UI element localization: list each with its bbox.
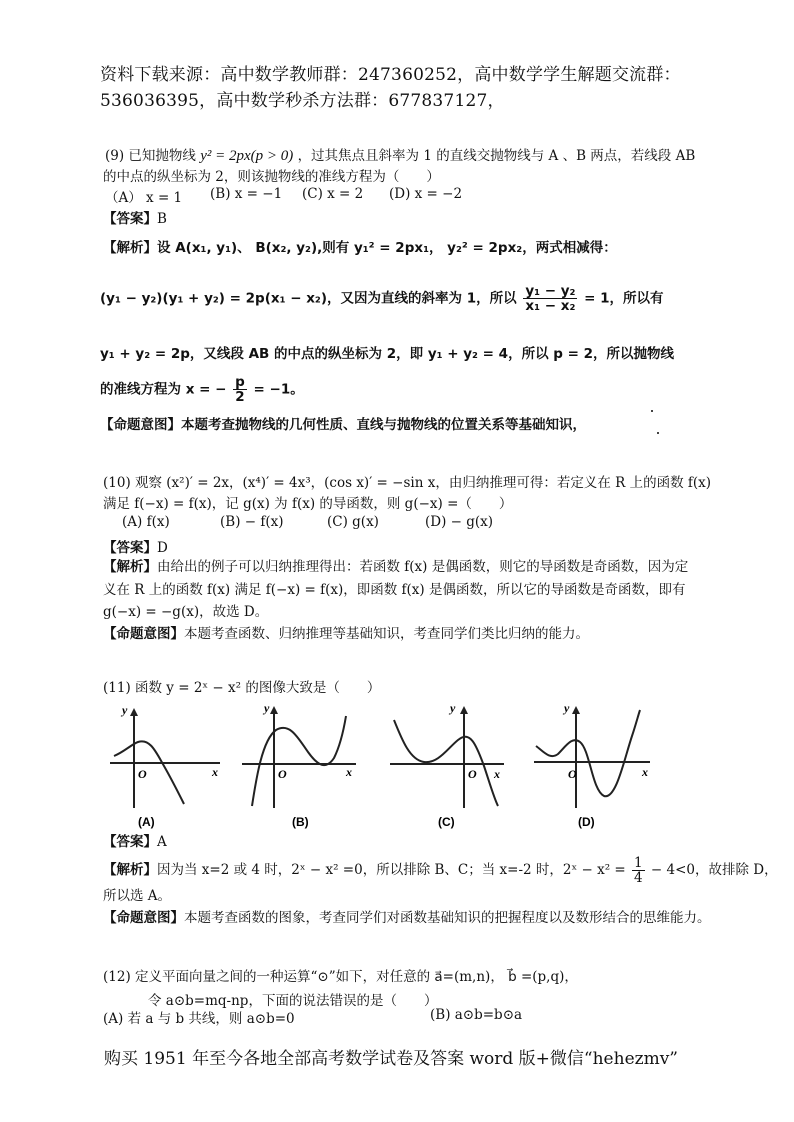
q10-stem-line-2: 满足 f(−x) = f(x)，记 g(x) 为 f(x) 的导函数，则 g(−x) =（ ） bbox=[103, 496, 513, 512]
q9-analysis-line-2 bbox=[100, 284, 664, 313]
header-line-2: 536036395，高中数学秒杀方法群：677837127， bbox=[100, 91, 505, 111]
graph-d-x-label: x bbox=[642, 765, 648, 779]
q9-option-d: (D) x = −2 bbox=[389, 186, 463, 202]
q9-analysis-text-2a: (y₁ − y₂)(y₁ + y₂) = 2p(x₁ − x₂)，又因为直线的斜率为 1，所以 bbox=[100, 290, 517, 307]
q10-option-a: (A) f(x) bbox=[122, 514, 170, 530]
q12-option-b: (B) a⊙b=b⊙a bbox=[430, 1007, 523, 1023]
graph-d-caption: (D) bbox=[578, 815, 595, 829]
q11-graph-c bbox=[388, 700, 510, 830]
graph-d-y-label: y bbox=[564, 701, 570, 715]
graph-c-y-arrow bbox=[460, 706, 468, 714]
q10-option-b: (B) − f(x) bbox=[220, 514, 284, 530]
q9-analysis-text-4b: = −1。 bbox=[253, 381, 304, 398]
q10-intent bbox=[103, 622, 589, 642]
q10-analysis-line-3: g(−x) = −g(x)，故选 D。 bbox=[103, 604, 269, 620]
q9-analysis-line-4 bbox=[100, 375, 304, 404]
q9-directrix-fraction bbox=[233, 375, 247, 404]
footer-ad: 购买 1951 年至今各地全部高考数学试卷及答案 word 版+微信“hehezmv” bbox=[104, 1049, 678, 1069]
q9-stem-line-1 bbox=[105, 144, 695, 165]
q11-graph-a bbox=[108, 700, 230, 830]
q11-graph-d bbox=[532, 700, 654, 830]
q10-analysis-line-2: 义在 R 上的函数 f(x) 满足 f(−x) = f(x)，即函数 f(x) 是偶函数，所以它的导函数是奇函数，即有 bbox=[103, 582, 686, 598]
graph-d-curve bbox=[536, 710, 640, 796]
q11-quarter-fraction bbox=[632, 856, 645, 885]
q9-stem-b: ，过其焦点且斜率为 1 的直线交抛物线与 A 、B 两点，若线段 AB bbox=[297, 148, 696, 164]
q9-option-b: (B) x = −1 bbox=[210, 186, 283, 202]
q10-stem-line-1: (10) 观察 (x²)′ = 2x，(x⁴)′ = 4x³，(cos x)′ = −sin x，由归纳推理可得：若定义在 R 上的函数 f(x) bbox=[103, 475, 712, 491]
graph-c-y-label: y bbox=[450, 701, 456, 715]
graph-c-x-label: x bbox=[494, 767, 500, 781]
graph-b-y-arrow bbox=[270, 706, 278, 714]
q10-option-c: (C) g(x) bbox=[327, 514, 379, 530]
graph-b-curve bbox=[252, 716, 346, 806]
q9-option-c: (C) x = 2 bbox=[302, 186, 364, 202]
q9-answer-value: B bbox=[157, 211, 167, 227]
q9-answer-label: 【答案】 bbox=[103, 211, 157, 227]
q9-equation: y² = 2px(p > 0) bbox=[200, 148, 294, 164]
q11-quarter-denominator: 4 bbox=[634, 870, 643, 887]
graph-a-curve bbox=[114, 741, 184, 804]
q11-analysis-text-1a: 因为当 x=2 或 4 时，2ˣ − x² =0，所以排除 B、C；当 x=-2 时，2ˣ − x² = bbox=[157, 862, 626, 879]
graph-a-origin: O bbox=[138, 767, 147, 781]
q10-answer-value: D bbox=[157, 540, 168, 556]
header-line-1: 资料下载来源：高中数学教师群：247360252，高中数学学生解题交流群： bbox=[100, 65, 681, 85]
q10-analysis-label: 【解析】 bbox=[103, 559, 157, 575]
graph-b-x-label: x bbox=[346, 765, 352, 779]
graph-a-x-label: x bbox=[212, 765, 218, 779]
q11-analysis-text-1b: − 4<0，故排除 D， bbox=[650, 862, 778, 879]
q9-stem-line-2: 的中点的纵坐标为 2，则该抛物线的准线方程为（ ） bbox=[103, 169, 440, 185]
q12-stem-line-1: (12) 定义平面向量之间的一种运算“⊙”如下，对任意的 a⃗=(m,n)， b⃗ =(p,q)， bbox=[103, 969, 578, 985]
q11-intent-text: 本题考查函数的图象，考查同学们对函数基础知识的把握程度以及数形结合的思维能力。 bbox=[184, 910, 711, 926]
graph-a-caption: (A) bbox=[138, 815, 155, 829]
q9-number: (9) bbox=[105, 148, 125, 164]
graph-d-y-arrow bbox=[572, 706, 580, 714]
q9-slope-denominator: x₁ − x₂ bbox=[525, 298, 576, 315]
q10-analysis-text-1: 由给出的例子可以归纳推理得出：若函数 f(x) 是偶函数，则它的导函数是奇函数，因为定 bbox=[157, 559, 689, 575]
q9-stem-a: 已知抛物线 bbox=[128, 148, 196, 164]
q11-quarter-numerator: 1 bbox=[634, 855, 643, 871]
q9-directrix-denominator: 2 bbox=[235, 389, 245, 406]
graph-c-caption: (C) bbox=[438, 815, 455, 829]
graph-a-y-arrow bbox=[130, 708, 138, 716]
q11-answer bbox=[103, 830, 167, 850]
speck-mark bbox=[651, 410, 653, 412]
q9-directrix-numerator: p bbox=[235, 374, 245, 390]
q11-graph-b bbox=[238, 700, 360, 830]
graph-b-y-label: y bbox=[264, 701, 270, 715]
q12-option-a: (A) 若 a 与 b 共线，则 a⊙b=0 bbox=[103, 1011, 295, 1027]
q9-intent-label: 【命题意图】 bbox=[100, 417, 181, 433]
q9-analysis-line-1 bbox=[103, 236, 617, 256]
q11-analysis-line-2: 所以选 A。 bbox=[103, 888, 172, 904]
q11-intent bbox=[103, 906, 711, 926]
graph-b-caption: (B) bbox=[292, 815, 309, 829]
q9-analysis-text-4a: 的准线方程为 x = − bbox=[100, 381, 227, 398]
graph-b-origin: O bbox=[278, 767, 287, 781]
q11-stem: (11) 函数 y = 2ˣ − x² 的图像大致是（ ） bbox=[103, 680, 381, 696]
q10-option-d: (D) − g(x) bbox=[425, 514, 494, 530]
q10-intent-text: 本题考查函数、归纳推理等基础知识，考查同学们类比归纳的能力。 bbox=[184, 626, 589, 642]
q10-answer-label: 【答案】 bbox=[103, 540, 157, 556]
q11-analysis-label: 【解析】 bbox=[103, 862, 157, 879]
graph-c-origin: O bbox=[468, 767, 477, 781]
q9-intent bbox=[100, 413, 586, 433]
q9-slope-fraction bbox=[523, 284, 577, 313]
q9-analysis-label: 【解析】 bbox=[103, 240, 157, 256]
q9-intent-text: 本题考查抛物线的几何性质、直线与抛物线的位置关系等基础知识， bbox=[181, 417, 586, 433]
q11-analysis-line-1 bbox=[103, 856, 778, 885]
q11-answer-label: 【答案】 bbox=[103, 834, 157, 850]
graph-d-origin: O bbox=[568, 767, 577, 781]
q9-option-a: （A） x = 1 bbox=[105, 190, 183, 206]
q9-answer bbox=[103, 207, 167, 227]
q10-answer bbox=[103, 536, 168, 556]
q9-analysis-text-1: 设 A(x₁, y₁)、 B(x₂, y₂),则有 y₁² = 2px₁， y₂² = 2px₂，两式相减得： bbox=[157, 240, 617, 256]
q11-answer-value: A bbox=[157, 834, 167, 850]
q9-analysis-text-2b: = 1，所以有 bbox=[584, 290, 664, 307]
q9-analysis-line-3: y₁ + y₂ = 2p，又线段 AB 的中点的纵坐标为 2，即 y₁ + y₂ = 4，所以 p = 2，所以抛物线 bbox=[100, 346, 675, 362]
q10-intent-label: 【命题意图】 bbox=[103, 626, 184, 642]
q11-intent-label: 【命题意图】 bbox=[103, 910, 184, 926]
q12-stem-line-2: 令 a⊙b=mq-np，下面的说法错误的是（ ） bbox=[148, 993, 438, 1009]
graph-a-y-label: y bbox=[122, 703, 128, 717]
q9-slope-numerator: y₁ − y₂ bbox=[525, 283, 576, 299]
speck-mark bbox=[657, 432, 659, 434]
q10-analysis-line-1 bbox=[103, 555, 688, 575]
